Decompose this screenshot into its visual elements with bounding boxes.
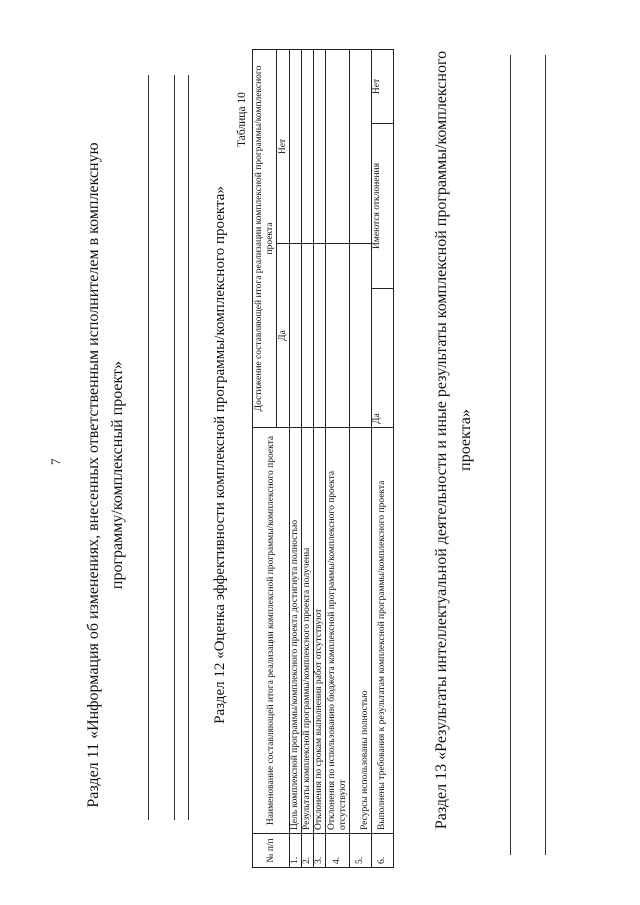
table-10-label: Таблица 10 xyxy=(236,92,248,147)
row-no-cell xyxy=(350,49,372,243)
section-11-title-line-2: программу/комплексный проект» xyxy=(109,360,126,590)
row-yes-cell xyxy=(290,244,302,428)
row-num: 5. xyxy=(350,834,372,868)
row-yes-cell xyxy=(350,244,372,428)
row-num: 6. xyxy=(372,834,394,868)
row-yes-cell xyxy=(302,244,314,428)
row-text: Ресурсы использованы полностью xyxy=(350,428,372,834)
row-yes-cell xyxy=(314,244,326,428)
row-text: Отклонения по срокам выполнения работ отсутствуют xyxy=(314,428,326,834)
row-text: Результаты комплексной программы/комплексного проекта получены xyxy=(302,428,314,834)
header-name: Наименование составляющей итога реализации комплексной программы/комплексного проекта xyxy=(253,428,290,834)
header-no: Нет xyxy=(277,49,290,243)
section-11-entry-line-3 xyxy=(188,75,189,820)
table-row xyxy=(350,49,372,867)
row6-no-cell: Нет xyxy=(372,49,394,123)
row6-yes-cell: Да xyxy=(372,289,394,428)
row-text: Отклонения по использованию бюджета комплексной программы/комплексного проекта отсутствуют xyxy=(326,428,350,834)
section-11-heading xyxy=(82,85,130,865)
page-number: 7 xyxy=(48,458,63,465)
row-num: 3. xyxy=(314,834,326,868)
row-yes-cell xyxy=(326,244,350,428)
row-num: 4. xyxy=(326,834,350,868)
row-num: 2. xyxy=(302,834,314,868)
table-row xyxy=(326,49,350,867)
table-row-6 xyxy=(372,49,394,867)
header-achievement: Достижение составляющей итога реализации комплексной программы/комплексного проекта xyxy=(253,49,277,427)
row-no-cell xyxy=(314,49,326,243)
row6-deviations-cell: Имеются отклонения xyxy=(372,124,394,289)
section-13-heading xyxy=(430,15,478,865)
header-num: № п/п xyxy=(253,834,290,868)
row-no-cell xyxy=(290,49,302,243)
table-row xyxy=(302,49,314,867)
section-13-title-line-2: проекта» xyxy=(457,409,474,471)
section-11-entry-line-2 xyxy=(174,75,175,820)
row-text: Цель комплексной программы/комплексного проекта достигнута полностью xyxy=(290,428,302,834)
table-row xyxy=(314,49,326,867)
section-11-title-line-1: Раздел 11 «Информация об изменениях, внесенных ответственным исполнителем в комплексную xyxy=(85,142,102,808)
section-12-heading: Раздел 12 «Оценка эффективности комплексной программы/комплексного проекта» xyxy=(212,186,228,724)
header-yes: Да xyxy=(277,244,290,428)
efficiency-table xyxy=(252,49,394,868)
table-row xyxy=(290,49,302,867)
row-no-cell xyxy=(326,49,350,243)
section-13-entry-line-2 xyxy=(545,55,546,855)
section-13-title-line-1: Раздел 13 «Результаты интеллектуальной деятельности и иные результаты комплексной программы/комплексного xyxy=(433,50,450,830)
row-num: 1. xyxy=(290,834,302,868)
section-13-entry-line-1 xyxy=(510,55,511,855)
section-11-entry-line-1 xyxy=(148,75,149,820)
table-header-row xyxy=(253,49,277,867)
row-text: Выполнены требования к результатам комплексной программы/комплексного проекта xyxy=(372,428,394,834)
row-no-cell xyxy=(302,49,314,243)
